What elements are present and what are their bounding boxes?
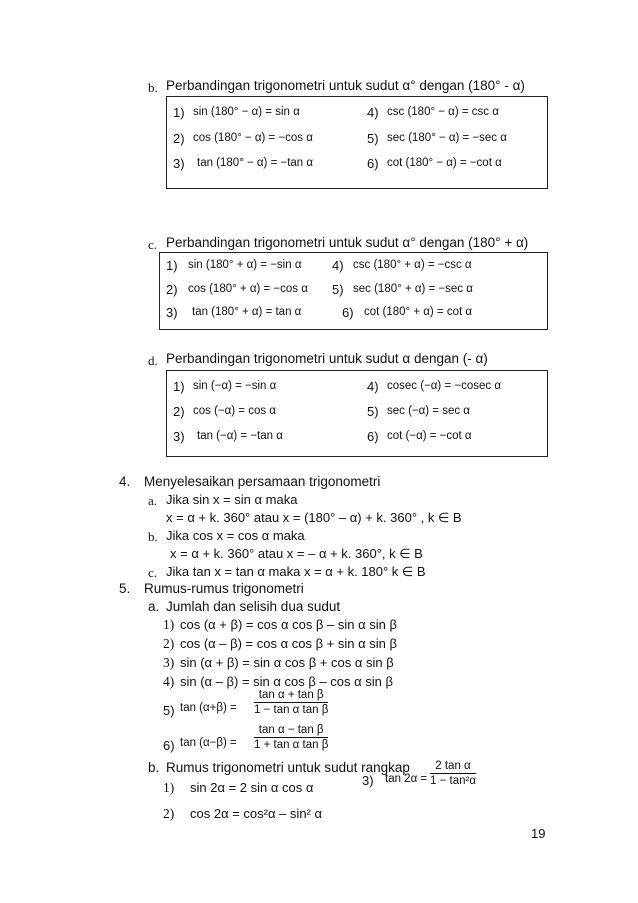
section-d-box — [166, 370, 548, 457]
page-number: 19 — [531, 826, 546, 841]
formula: cos 2α = cos²α – sin² α — [190, 806, 323, 821]
formula: sin (180° + α) = −sin α — [188, 259, 302, 271]
formula-lhs: tan 2α = — [385, 773, 428, 785]
formula-number: 2) — [163, 806, 175, 821]
formula: sec (−α) = sec α — [387, 405, 470, 417]
formula: sin (−α) = −sin α — [193, 380, 277, 392]
formula: cos (180° − α) = −cos α — [193, 132, 313, 144]
section-c-letter: c. — [148, 237, 158, 252]
formula-number: 3) — [173, 429, 185, 444]
formula-number: 1) — [173, 105, 185, 120]
section-b-letter: b. — [148, 80, 158, 95]
item-4a-solution: x = α + k. 360° atau x = (180° – α) + k. 360° , k ∈ B — [166, 510, 462, 525]
formula-number: 3) — [362, 773, 374, 788]
formula-number: 6) — [342, 305, 354, 320]
formula-number: 1) — [163, 617, 175, 632]
formula-number: 4) — [367, 379, 379, 394]
item-4-title: Menyelesaikan persamaan trigonometri — [144, 474, 381, 489]
formula: sin (α + β) = sin α cos β + cos α sin β — [180, 655, 394, 670]
item-4c-letter: c. — [148, 565, 158, 580]
item-4-number: 4. — [119, 474, 131, 489]
section-b-title: Perbandingan trigonometri untuk sudut α° dengan (180° - α) — [166, 78, 525, 93]
formula: csc (180° − α) = csc α — [387, 106, 499, 118]
formula-lhs: tan (α+β) = — [180, 702, 237, 714]
formula-number: 6) — [367, 429, 379, 444]
formula: sin (α – β) = sin α cos β – cos α sin β — [180, 674, 393, 689]
fraction — [254, 723, 328, 752]
item-5a-letter: a. — [148, 599, 160, 614]
formula-number: 1) — [166, 258, 178, 273]
item-4a-letter: a. — [148, 493, 158, 508]
item-4c-text: Jika tan x = tan α maka x = α + k. 180° k ∈ B — [166, 564, 426, 579]
section-d-letter: d. — [148, 353, 158, 368]
fraction-numerator: tan α − tan β — [258, 724, 324, 736]
item-5b-title: Rumus trigonometri untuk sudut rangkap — [166, 760, 410, 775]
item-4b-text: Jika cos x = cos α maka — [166, 528, 305, 543]
formula: tan (−α) = −tan α — [197, 430, 283, 442]
formula-number: 5) — [367, 131, 379, 146]
formula-number: 4) — [367, 105, 379, 120]
formula: sec (180° − α) = −sec α — [387, 132, 507, 144]
formula-number: 2) — [166, 282, 178, 297]
formula: cos (α + β) = cos α cos β – sin α sin β — [180, 617, 397, 632]
fraction — [430, 759, 476, 788]
formula: cos (−α) = cos α — [193, 405, 276, 417]
section-c-box — [159, 252, 548, 330]
formula-number: 5) — [367, 404, 379, 419]
formula-number: 1) — [163, 780, 175, 795]
item-5-number: 5. — [119, 581, 131, 596]
item-5a-title: Jumlah dan selisih dua sudut — [166, 599, 341, 614]
formula: cot (180° − α) = −cot α — [387, 157, 502, 169]
fraction-denominator: 1 − tan α tan β — [254, 704, 329, 716]
formula-lhs: tan (α−β) = — [180, 737, 237, 749]
section-b-box — [166, 96, 548, 189]
formula-number: 6) — [163, 738, 175, 753]
formula: tan (180° − α) = −tan α — [197, 157, 314, 169]
fraction-denominator: 1 − tan²α — [430, 775, 476, 787]
formula: tan (180° + α) = tan α — [192, 306, 302, 318]
section-c-title: Perbandingan trigonometri untuk sudut α° dengan (180° + α) — [166, 235, 529, 250]
item-4b-letter: b. — [148, 529, 158, 544]
formula: sec (180° + α) = −sec α — [353, 283, 473, 295]
section-d-title: Perbandingan trigonometri untuk sudut α dengan (- α) — [166, 351, 488, 366]
fraction-numerator: 2 tan α — [435, 760, 471, 772]
formula-number: 4) — [163, 674, 175, 689]
formula: cot (180° + α) = cot α — [364, 306, 473, 318]
formula: cosec (−α) = −cosec α — [387, 380, 501, 392]
formula: csc (180° + α) = −csc α — [353, 259, 472, 271]
formula-number: 3) — [173, 156, 185, 171]
item-4b-solution: x = α + k. 360° atau x = – α + k. 360°, k ∈ B — [170, 546, 423, 561]
formula-number: 2) — [173, 404, 185, 419]
formula-number: 5) — [332, 282, 344, 297]
formula: sin (180° − α) = sin α — [193, 106, 300, 118]
formula-number: 4) — [332, 258, 344, 273]
item-5b-letter: b. — [148, 760, 160, 775]
item-4a-text: Jika sin x = sin α maka — [166, 492, 298, 507]
formula-number: 3) — [163, 655, 175, 670]
formula: cos (α – β) = cos α cos β + sin α sin β — [180, 636, 397, 651]
formula-number: 1) — [173, 379, 185, 394]
formula-number: 5) — [163, 703, 175, 718]
formula-number: 6) — [367, 156, 379, 171]
formula-number: 2) — [173, 131, 185, 146]
item-5-title: Rumus-rumus trigonometri — [144, 581, 304, 596]
fraction-denominator: 1 + tan α tan β — [254, 739, 329, 751]
fraction — [254, 688, 328, 717]
formula: cot (−α) = −cot α — [387, 430, 472, 442]
formula: sin 2α = 2 sin α cos α — [190, 780, 314, 795]
formula-number: 3) — [166, 305, 178, 320]
formula-number: 2) — [163, 636, 175, 651]
fraction-numerator: tan α + tan β — [258, 689, 324, 701]
formula: cos (180° + α) = −cos α — [188, 283, 308, 295]
